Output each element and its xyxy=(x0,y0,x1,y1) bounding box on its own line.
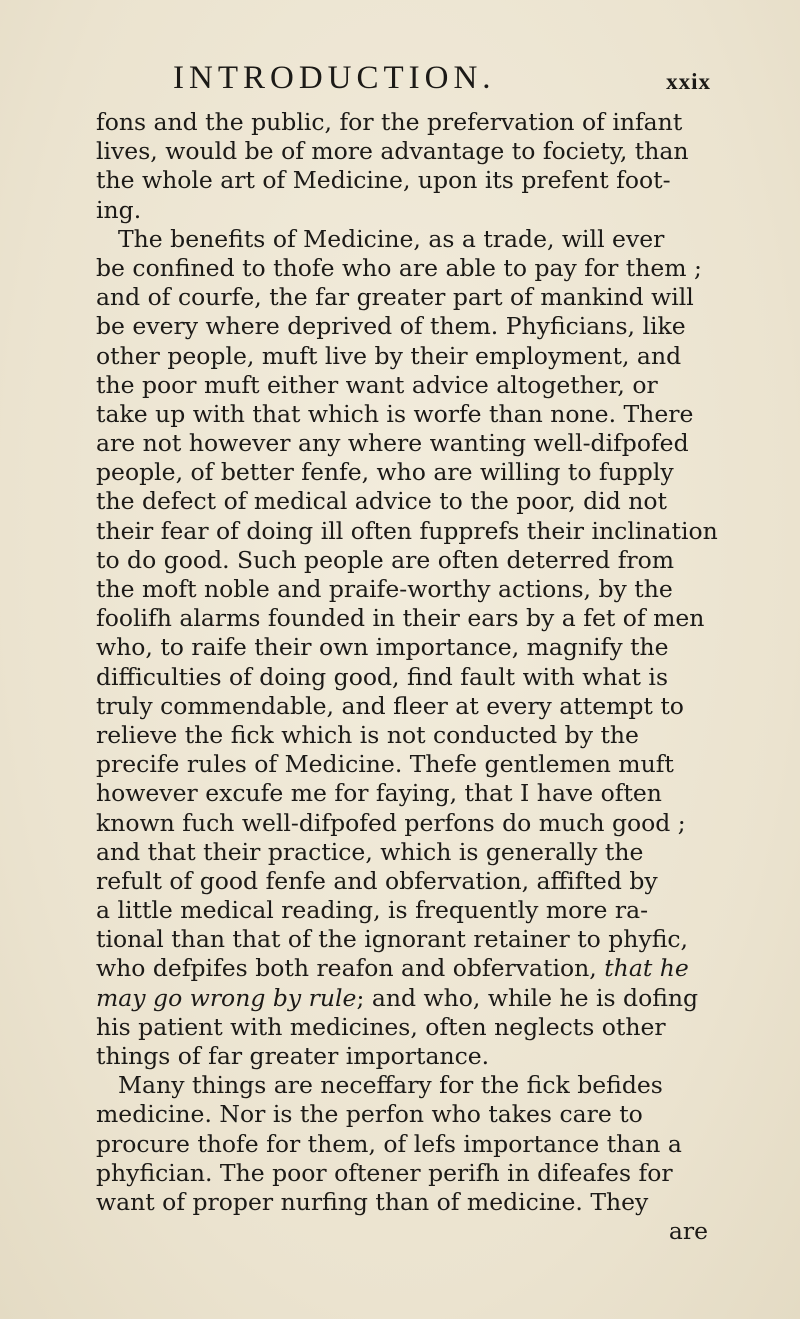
text-line: the whole art of Medicine, upon its prefent foot- xyxy=(96,166,671,195)
text-line: procure thofe for them, of lefs importance than a xyxy=(96,1129,682,1158)
text-line-with-italic xyxy=(96,954,736,983)
text-line: want of proper nurfing than of medicine. They xyxy=(96,1187,649,1216)
text-line: take up with that which is worfe than none. There xyxy=(96,399,694,428)
text-line: his patient with medicines, often neglects other xyxy=(96,1012,666,1041)
text-line: refult of good fenfe and obfervation, affifted by xyxy=(96,866,658,895)
text-line: who, to raife their own importance, magnify the xyxy=(96,633,669,662)
text-line: The benefits of Medicine, as a trade, will ever xyxy=(118,224,665,253)
text-line: foolifh alarms founded in their ears by a fet of men xyxy=(96,604,705,633)
text-line: tional than that of the ignorant retainer to phyfic, xyxy=(96,925,689,954)
text-line: difficulties of doing good, find fault with what is xyxy=(96,662,668,691)
text-line: and of courfe, the far greater part of mankind will xyxy=(96,283,694,312)
text-line: be confined to thofe who are able to pay for them ; xyxy=(96,253,702,282)
page-number: xxix xyxy=(666,69,711,94)
text-line: truly commendable, and fleer at every attempt to xyxy=(96,691,684,720)
text-line: be every where deprived of them. Phyficians, like xyxy=(96,312,686,341)
text-line: phyfician. The poor oftener perifh in difeafes for xyxy=(96,1158,673,1187)
text-line: the poor muft either want advice altogether, or xyxy=(96,370,658,399)
text-line: a little medical reading, is frequently more ra- xyxy=(96,896,649,925)
body-text xyxy=(96,108,736,1246)
catchword: are xyxy=(668,1217,708,1246)
text-line: the defect of medical advice to the poor, did not xyxy=(96,487,667,516)
text-line: precife rules of Medicine. Thefe gentlemen muft xyxy=(96,750,674,779)
text-line-with-italic xyxy=(96,984,736,1013)
text-line: to do good. Such people are often deterred from xyxy=(96,545,675,574)
text-line: things of far greater importance. xyxy=(96,1042,490,1070)
text-line: ing. xyxy=(96,195,142,224)
text-line: the moft noble and praife-worthy actions, by the xyxy=(96,575,673,603)
italic-phrase: may go wrong by rule xyxy=(96,983,357,1012)
text-line: known fuch well-difpofed perfons do much good ; xyxy=(96,808,686,837)
text-line: people, of better fenfe, who are willing to fupply xyxy=(96,458,674,487)
italic-phrase: that he xyxy=(604,954,689,983)
text-line: fons and the public, for the prefervation of infant xyxy=(96,108,683,136)
text-line: and that their practice, which is generally the xyxy=(96,837,644,866)
text-line: other people, muft live by their employment, and xyxy=(96,341,682,370)
semicolon: ; xyxy=(356,983,365,1012)
page-header xyxy=(173,60,711,100)
text-line: lives, would be of more advantage to fociety, than xyxy=(96,137,689,166)
running-title: INTRODUCTION. xyxy=(173,60,496,96)
text-line: relieve the fick which is not conducted by the xyxy=(96,720,639,749)
text-line: their fear of doing ill often fupprefs their inclination xyxy=(96,516,718,545)
text-line: are not however any where wanting well-difpofed xyxy=(96,429,689,458)
text-line: however excufe me for faying, that I have often xyxy=(96,779,662,808)
text-run: who defpifes both reafon and obfervation, xyxy=(96,954,597,983)
text-line: Many things are neceffary for the fick befides xyxy=(118,1071,663,1100)
text-run: and who, while he is dofing xyxy=(371,983,699,1012)
text-line: medicine. Nor is the perfon who takes care to xyxy=(96,1100,643,1129)
